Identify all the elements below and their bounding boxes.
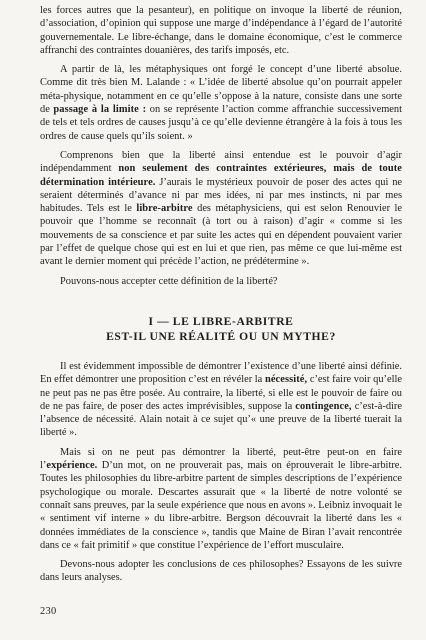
paragraph-absolute-liberty [40,63,402,143]
paragraph-conclusion-question: Devons-nous adopter les conclusions de ces philosophes? Essayons de les suivre dans leurs analyses. [40,559,402,584]
paragraph-libre-arbitre-definition [40,149,402,269]
text-run: A partir de là, les métaphysiques ont forgé le concept d’une liberté absolue. Comme dit très bien M. Lalande : « L’idée de liberté absolue qu’on pourrait appeler méta-physique, notamment en ce qu’elle s’oppose à la nature, consiste dans une sorte de [40,64,402,116]
emphasis-libre-arbitre: libre-arbitre [136,203,193,215]
emphasis-contingence: contingence, [295,400,352,412]
text-run: des métaphysiciens, qui est selon Renouvier le pouvoir que l’homme se reconnaît (à tort ou à raison) d’agir « comme si les mouvements de sa conscience et par suite les actes qui en dépendent pouvaient varier par l’effet de quelque chose qui est en lui et que rien, pas même ce que lui-même est avant le dernier moment qui précède l’action, ne prédétermine ». [40,203,402,268]
paragraph-experience [40,446,402,552]
emphasis-non-seulement: non seulement des contraintes extérieures, mais de toute détermination intérieure. [40,163,403,188]
text-run: c’est-à-dire l’absence de nécessité. Alain notait à ce sujet qu’« une preuve de la liberté tuerait la liberté ». [40,400,402,439]
emphasis-necessite: nécessité, [264,374,308,386]
text-run: J’aurais le mystérieux pouvoir de poser des actes qui ne seraient déterminés d’avance ni par mes idées, ni par mes instincts, ni par mes habitudes. Tels est le [40,176,402,215]
section-heading-line-1: I — LE LIBRE-ARBITRE [148,314,294,328]
page-body [40,4,402,591]
paragraph-question: Pouvons-nous accepter cette définition de la liberté? [60,275,278,287]
text-run: Mais si on ne peut pas démontrer la liberté, peut-être peut-on en faire l’ [40,446,402,472]
section-heading [40,314,402,344]
text-run: on se représente l’action comme affranchie successivement de tels et tels ordres de causes jusqu’à ce qu’elle devienne étrangère à la fois à tous les ordres de cause quels qu’ils soient. » [40,104,402,142]
page-number: 230 [40,606,57,617]
paragraph-liberty-examples: les forces autres que la pesanteur), en politique on invoque la liberté de réunion, d’association, d’opinion qui suppose une marge d’indépendance à l’égard de l’autorité gouvernementale. Le libre-échange, dans le domaine économique, c’est le commerce affranchi des contraintes douanières, des tarifs imposés, etc. [40,5,402,56]
section-heading-line-2: EST-IL UNE RÉALITÉ OU UN MYTHE? [106,329,336,343]
emphasis-experience: expérience. [46,460,98,472]
text-run: Comprenons bien que la liberté ainsi entendue est le pouvoir d’agir indépendamment [40,149,402,175]
emphasis-passage-a-la-limite: passage à la limite : [53,104,147,116]
paragraph-demonstration [40,360,402,440]
text-run: D’un mot, on ne prouverait pas, mais on éprouverait le libre-arbitre. Toutes les philosophies du libre-arbitre partent de simples descriptions de l’expérience psychologique ou morale. Descartes assurait que « la liberté de notre volonté se connaît sans preuves, par la seule expérience que nous en avons ». Leibniz invoquait le « sentiment vif interne » du libre-arbitre. Bergson découvrait la liberté dans les « données immédiates de la conscience », tandis que Maine de Biran l’avait rencontrée dans ce « fait primitif » que constitue l’expérience de l’effort musculaire. [40,460,402,551]
text-run: Il est évidemment impossible de démontrer l’existence d’une liberté ainsi définie. En effet démontrer une proposition c’est en révéler la [40,360,402,386]
text-run: c’est faire voir qu’elle ne peut pas ne pas être posée. Au contraire, la liberté, si elle est le pouvoir de faire ou de ne pas faire, de poser des actes imprévisibles, suppose la [40,374,403,412]
